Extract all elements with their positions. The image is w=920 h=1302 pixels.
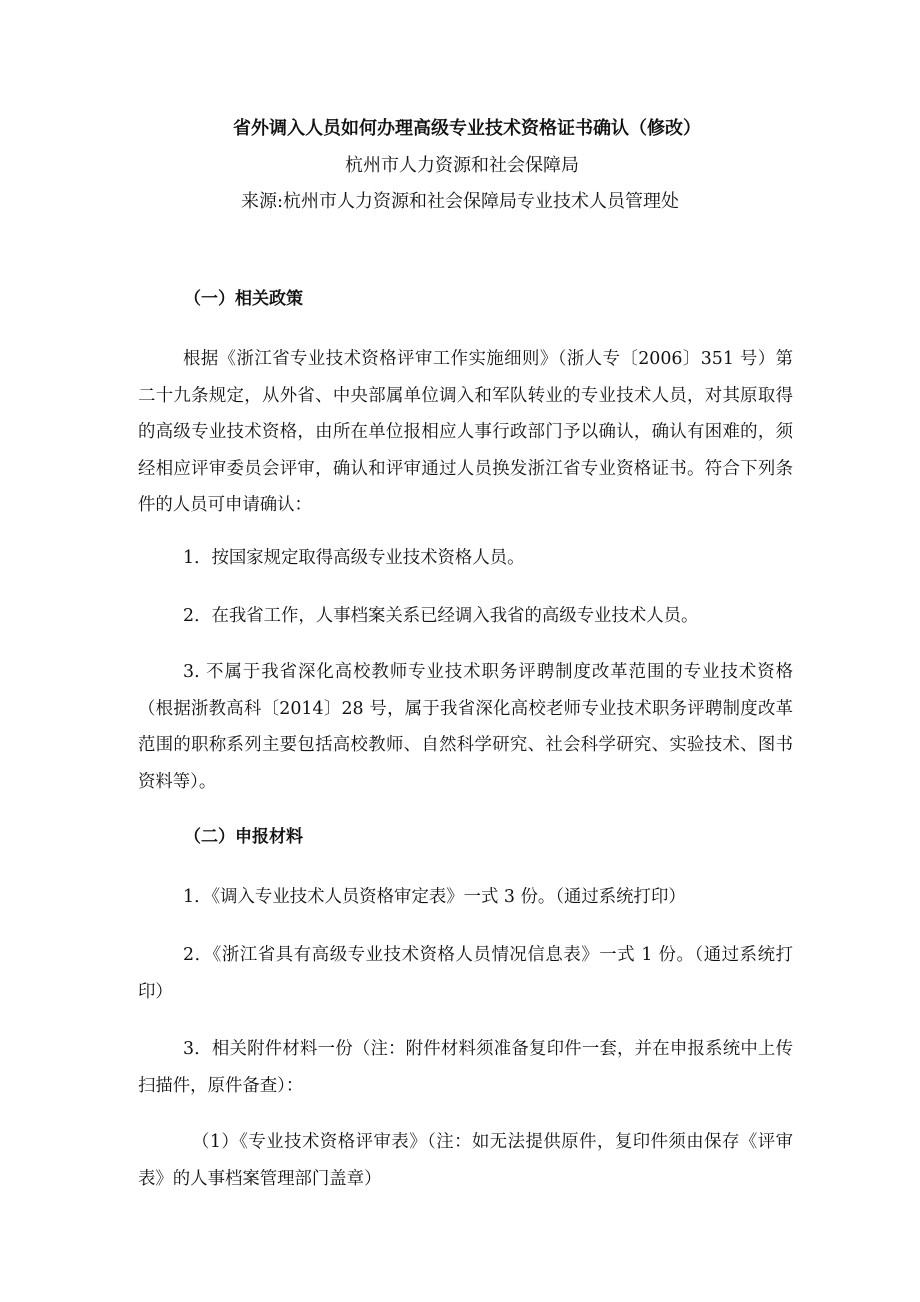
document-title: 省外调入人员如何办理高级专业技术资格证书确认（修改） (233, 118, 701, 139)
material-item-2: 2．《浙江省具有高级专业技术资格人员情况信息表》一式 1 份。（通过系统打印） (138, 945, 793, 1002)
policy-paragraph: 根据《浙江省专业技术资格评审工作实施细则》（浙人专〔2006〕351 号）第二十九条规定，从外省、中央部属单位调入和军队转业的专业技术人员，对其原取得的高级专业技术资格，由所在单位报相应人事行政部门予以确认，确认有困难的，须经相应评审委员会评审，确认和评审通过人员换发浙江省专业资格证书。符合下列条件的人员可申请确认： (138, 349, 793, 515)
section-heading-policy: （一）相关政策 (184, 289, 303, 309)
source-line: 来源:杭州市人力资源和社会保障局专业技术人员管理处 (240, 191, 680, 212)
material-subitem-1: （1）《专业技术资格评审表》（注：如无法提供原件，复印件须由保存《评审表》的人事档案管理部门盖章） (138, 1132, 793, 1189)
condition-item-1: 1．按国家规定取得高级专业技术资格人员。 (183, 548, 525, 568)
condition-item-3: 3. 不属于我省深化高校教师专业技术职务评聘制度改革范围的专业技术资格（根据浙教高科〔2014〕28 号，属于我省深化高校老师专业技术职务评聘制度改革范围的职称系列主要包括高校教师、自然科学研究、社会科学研究、实验技术、图书资料等）。 (138, 662, 793, 792)
material-item-3: 3．相关附件材料一份（注：附件材料须准备复印件一套，并在申报系统中上传扫描件，原件备查）： (138, 1039, 793, 1096)
section-heading-materials: （二）申报材料 (184, 827, 303, 847)
condition-item-2: 2．在我省工作，人事档案关系已经调入我省的高级专业技术人员。 (183, 606, 699, 626)
material-item-1: 1．《调入专业技术人员资格审定表》一式 3 份。（通过系统打印） (183, 887, 686, 907)
issuing-organization: 杭州市人力资源和社会保障局 (345, 155, 579, 176)
